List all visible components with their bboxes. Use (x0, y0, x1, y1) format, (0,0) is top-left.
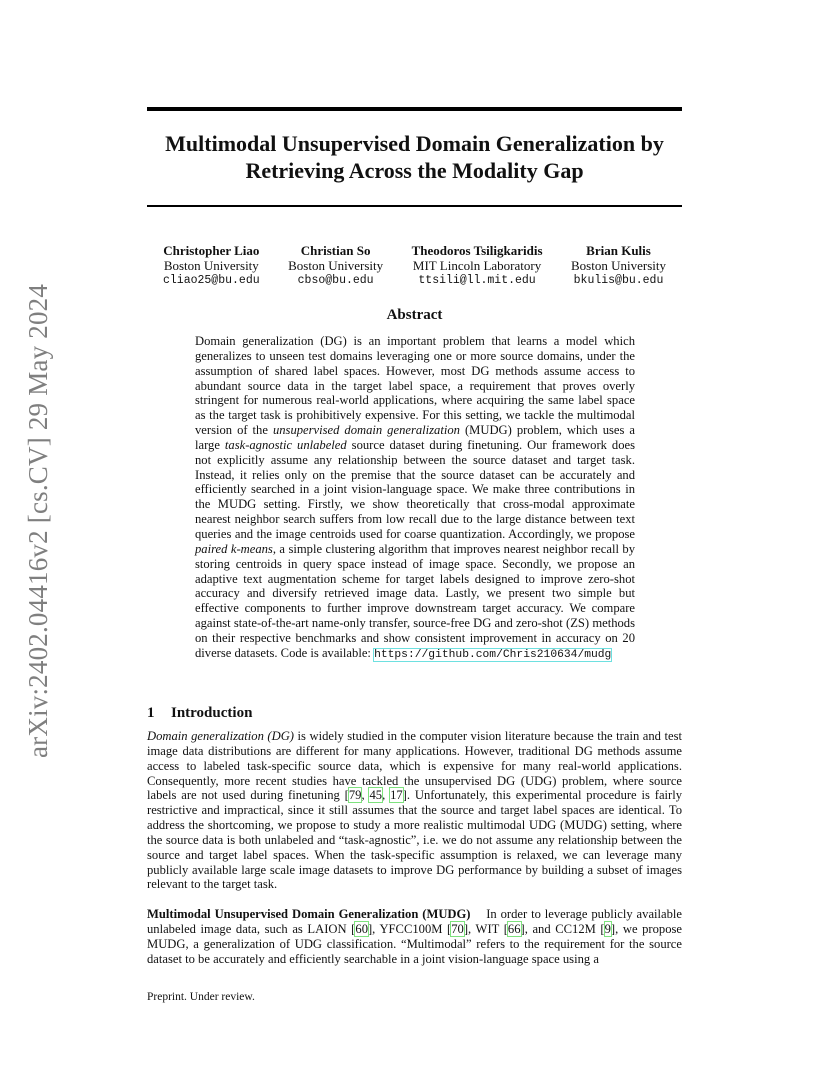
abstract-emphasis: unsupervised domain generalization (272, 423, 460, 438)
intro-emphasis: Domain generalization (DG) (147, 729, 294, 743)
section-title: Introduction (171, 705, 253, 721)
author-affiliation: Boston University (288, 258, 384, 273)
author-2 (288, 243, 383, 288)
author-name: Brian Kulis (586, 243, 651, 258)
paragraph-heading: Multimodal Unsupervised Domain Generalization (MUDG) (147, 907, 471, 921)
page-footer: Preprint. Under review. (147, 991, 255, 1003)
citation-link[interactable]: 60 (355, 921, 368, 936)
intro-text: is widely studied in the computer vision literature because the train and test image data distributions are different for many applications. However, traditional DG methods assume access to labeled task-specific source data, which is expensive for many real-world applications. Consequently, more recent studies have tackled the unsupervised DG (UDG) problem, where source labels are not used during finetuning [ (147, 729, 682, 803)
citation-link[interactable]: 45 (369, 788, 383, 803)
code-link[interactable]: https://github.com/Chris210634/mudg (374, 648, 612, 661)
abstract-text: source dataset during finetuning. Our framework does not explicitly assume any relationship between the source dataset and target task. Instead, it relies only on the premise that the source dataset can be accurately and efficiently searched in a joint vision-language space. We make three contributions in the MUDG setting. Firstly, we show theoretically that cross-modal approximate nearest neighbor search suffers from low recall due to the large distance between text queries and the image centroids used for coarse quantization. Accordingly, we propose (195, 437, 635, 541)
author-list (147, 243, 682, 288)
title-bottom-rule (147, 205, 682, 207)
mudg-paragraph (147, 907, 682, 966)
mudg-text: ], and CC12M [ (520, 921, 605, 936)
author-4 (571, 243, 666, 288)
citation-link[interactable]: 9 (604, 921, 611, 936)
citation-separator: , (361, 788, 370, 803)
abstract-text: Domain generalization (DG) is an important problem that learns a model which generalizes to unseen test domains leveraging one or more source domains, under the assumption of shared label spaces. However, most DG methods assume access to abundant source data in the target label space, a requirement that proves overly stringent for numerous real-world applications, where acquiring the same label space as the target task is prohibitively expensive. For this setting, we tackle the multimodal version of the (195, 334, 635, 438)
citation-link[interactable]: 66 (507, 921, 521, 936)
intro-text: ]. Unfortunately, this experimental procedure is fairly restrictive and impractical, since it still assumes that the source and target label spaces are identical. To address the shortcoming, we propose to study a more realistic multimodal UDG (MUDG) setting, where the source data is both unlabeled and “task-agnostic”, i.e. we do not assume any relationship between the source and target label spaces. When the task-specific assumption is relaxed, we can leverage many publicly available large scale image datasets to improve DG performance by building a subset of images relevant to the target task. (147, 788, 683, 892)
title-top-rule (147, 107, 682, 111)
author-email[interactable]: cbso@bu.edu (297, 274, 374, 287)
arxiv-identifier: arXiv:2402.04416v2 [cs.CV] 29 May 2024 (23, 283, 53, 758)
section-number: 1 (147, 705, 155, 721)
abstract-heading: Abstract (386, 307, 443, 323)
abstract-text: , a simple clustering algorithm that improves nearest neighbor recall by storing centroids in query space instead of image space. Secondly, we propose an adaptive text augmentation scheme for target labels designed to improve zero-shot accuracy and diversify retrieved image data. Lastly, we present two simple but effective components to further improve downstream target accuracy. We compare against state-of-the-art name-only transfer, source-free DG and zero-shot (ZS) methods on their respective benchmarks and show consistent improvement in accuracy on 20 diverse datasets. Code is available: (195, 541, 635, 660)
author-affiliation: MIT Lincoln Laboratory (412, 258, 542, 273)
author-affiliation: Boston University (571, 258, 666, 273)
citation-link[interactable]: 17 (390, 788, 403, 803)
paper-title: Multimodal Unsupervised Domain Generalization by Retrieving Across the Modality Gap (165, 131, 664, 183)
mudg-text: ], we propose MUDG, a generalization of UDG classification. “Multimodal” refers to the requirement for the source dataset to be accurately and efficiently searchable in a joint vision-language space using a (147, 921, 683, 966)
citation-separator: , (382, 788, 391, 803)
author-affiliation: Boston University (163, 258, 259, 273)
author-email[interactable]: ttsili@ll.mit.edu (418, 274, 536, 287)
author-name: Christian So (300, 243, 371, 258)
author-name: Christopher Liao (163, 243, 260, 258)
abstract-body (195, 334, 635, 663)
author-email[interactable]: cliao25@bu.edu (163, 274, 260, 287)
abstract-emphasis: task-agnostic unlabeled (224, 437, 347, 452)
author-name: Theodoros Tsiligkaridis (411, 243, 543, 258)
intro-paragraph (147, 729, 682, 892)
mudg-text: In order to leverage publicly available unlabeled image data, such as LAION [ (147, 907, 683, 936)
section-heading-introduction (147, 705, 252, 722)
citation-link[interactable]: 70 (451, 921, 464, 936)
abstract-emphasis: paired k-means (195, 541, 273, 556)
author-1 (163, 243, 260, 288)
author-3 (412, 243, 543, 288)
mudg-text: ], WIT [ (463, 921, 508, 936)
abstract-text: (MUDG) problem, which uses a large (195, 423, 635, 452)
mudg-text: ], YFCC100M [ (367, 921, 452, 936)
citation-link[interactable]: 79 (348, 788, 362, 803)
author-email[interactable]: bkulis@bu.edu (573, 274, 664, 287)
